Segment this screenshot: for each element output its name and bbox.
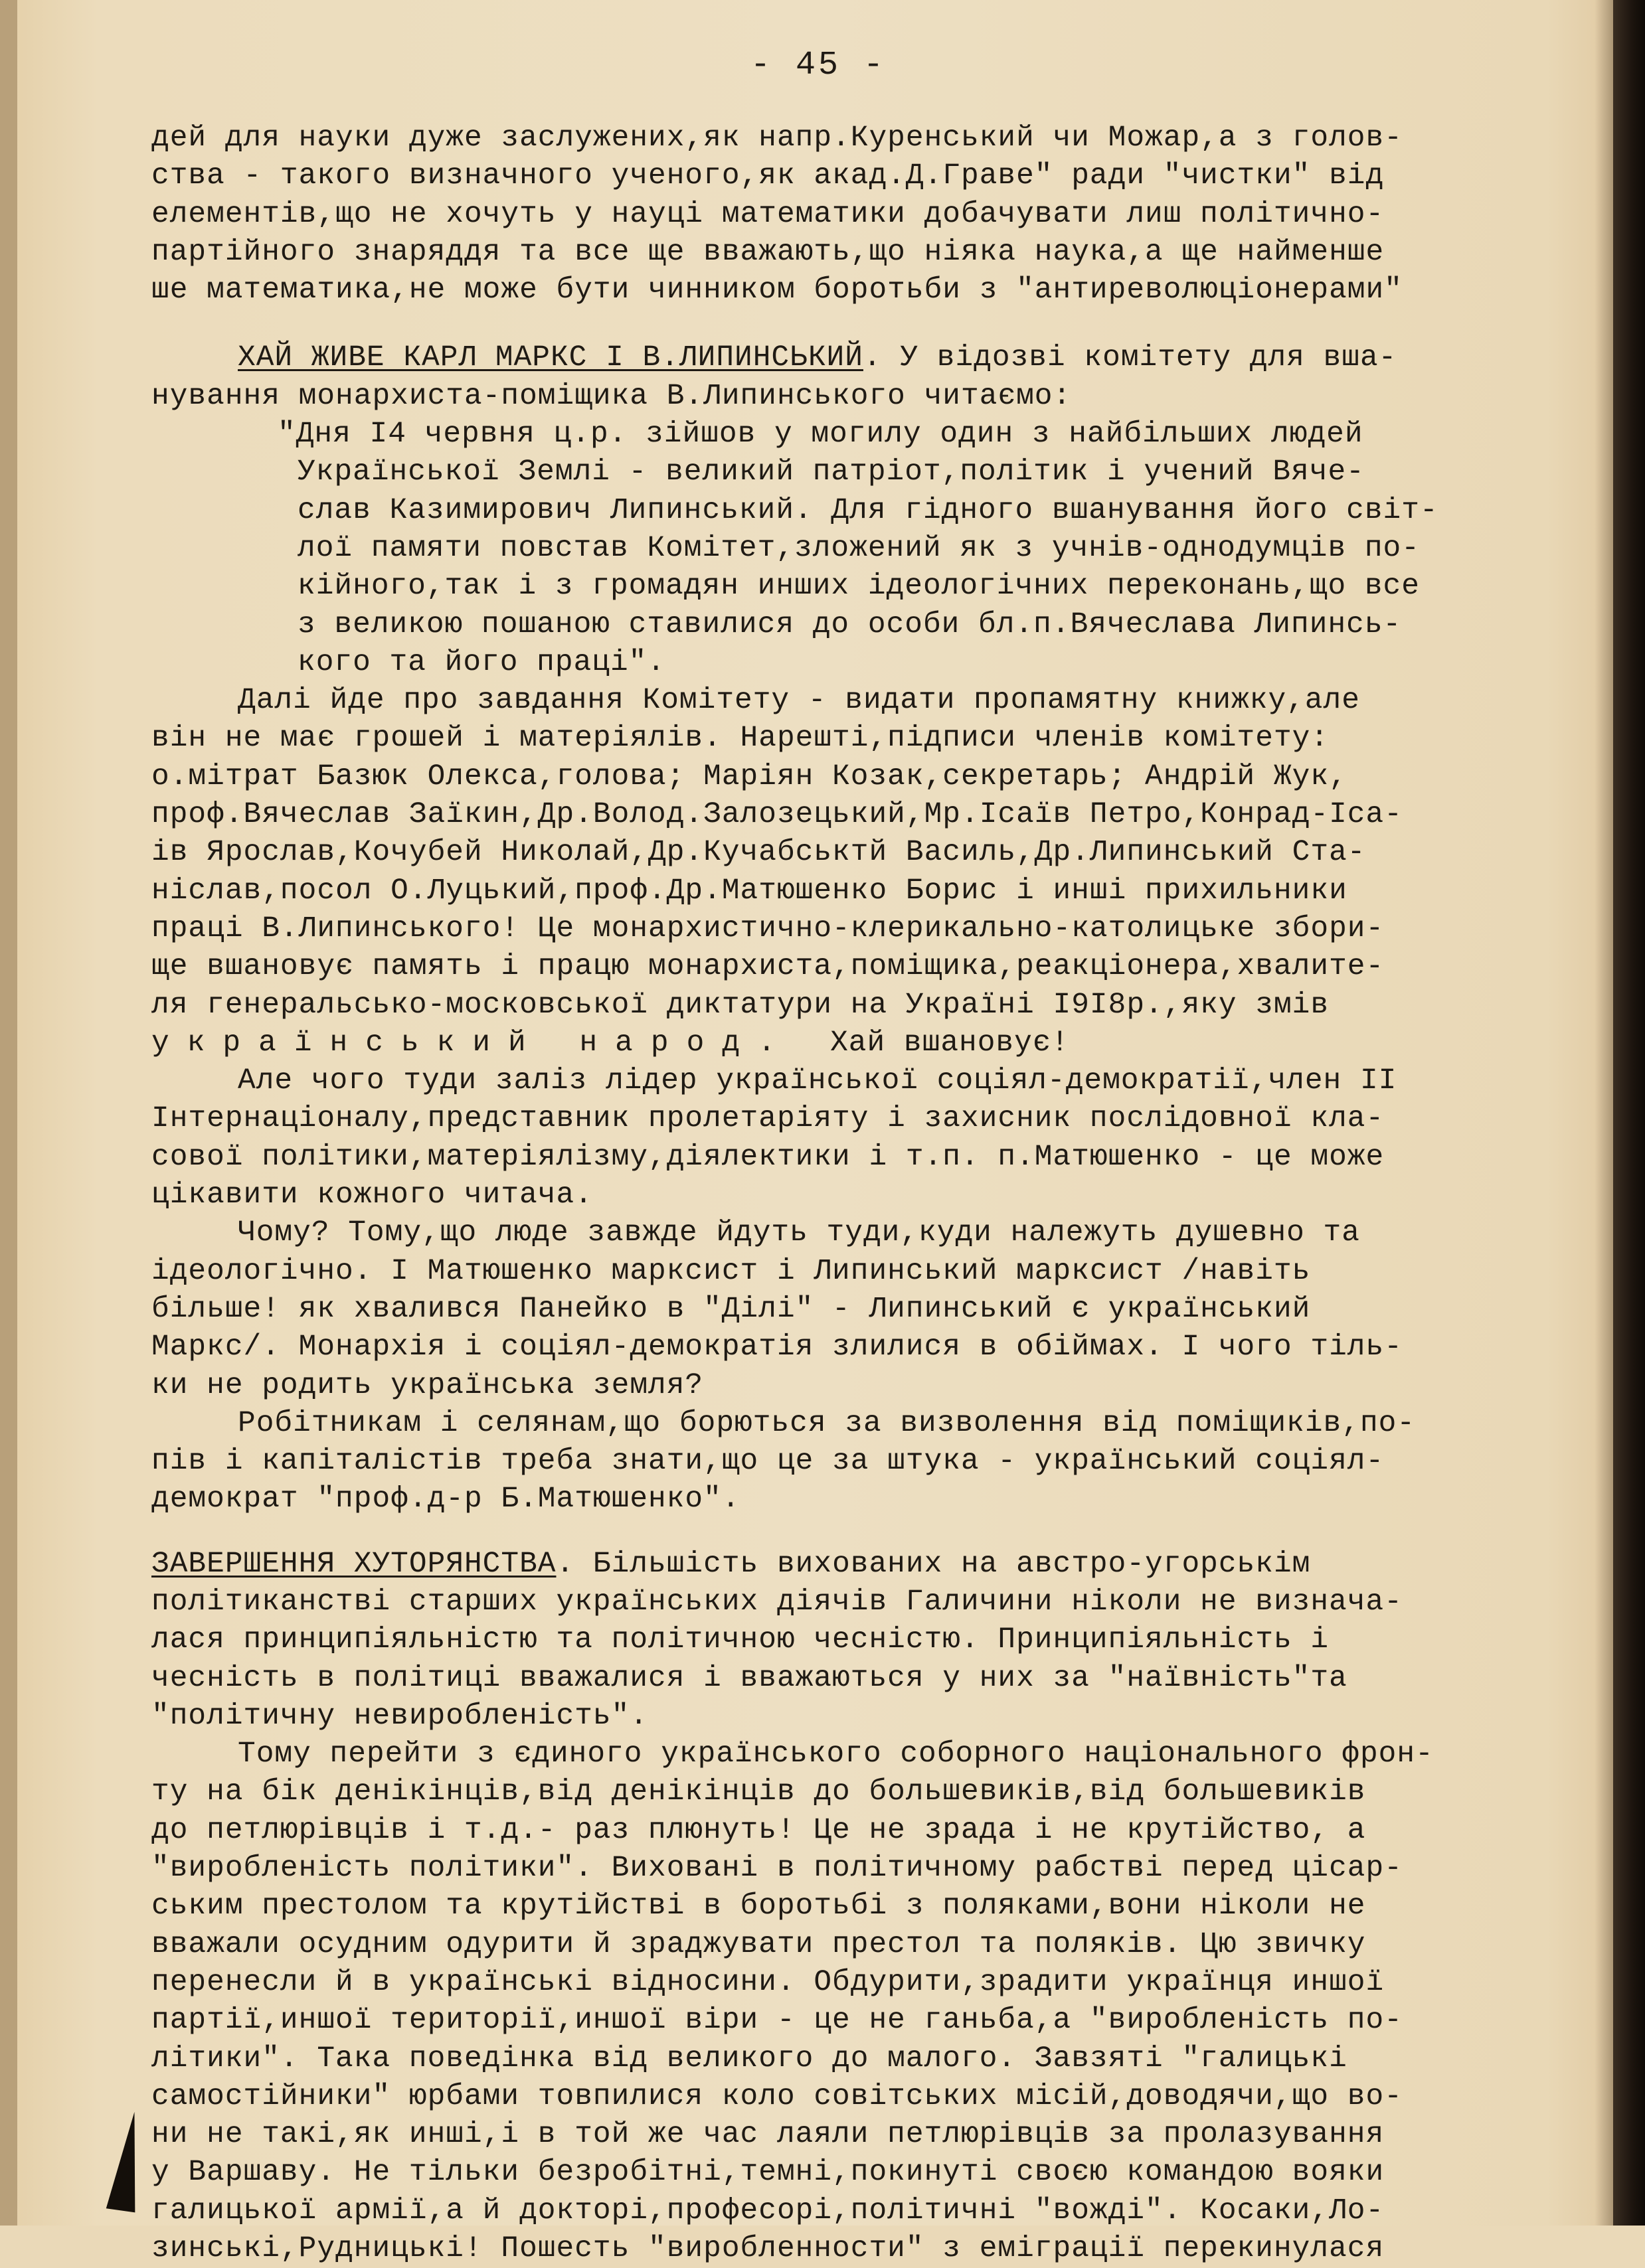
text-line: "політичну невиробленість". (151, 1699, 649, 1733)
text-line: ів Ярослав,Кочубей Николай,Др.Кучабськтй Василь,Др.Липинський Ста- (151, 836, 1366, 870)
text-line: Інтернаціоналу,представник пролетаріяту і захисник послідовної кла- (151, 1102, 1385, 1136)
text-line: ту на бік денікінців,від денікінців до большевиків,від большевиків (151, 1775, 1366, 1809)
text-line: сової політики,матеріялізму,діялектики і т.п. п.Матюшенко - це може (151, 1140, 1385, 1174)
text-line: вважали осудним одурити й зраджувати престол та поляків. Цю звичку (151, 1927, 1366, 1961)
text-segment: . У відозві комітету для вша- (863, 341, 1397, 375)
quote-line: лої памяти повстав Комітет,зложений як з учнів-однодумців по- (298, 531, 1420, 565)
text-line: самостійники" юрбами товпилися коло совітських місій,доводячи,що во- (151, 2079, 1403, 2113)
text-line: демократ "проф.д-р Б.Матюшенко". (151, 1483, 740, 1516)
text-line: нування монархиста-поміщика В.Липинського читаємо: (151, 379, 1072, 413)
text-line: "виробленість політики". Виховані в політичному рабстві перед цісар- (151, 1852, 1403, 1886)
text-line: дей для науки дуже заслужених,як напр.Куренський чи Можар,а з голов- (151, 121, 1403, 155)
text-line: Тому перейти з єдиного українського соборного національного фрон- (238, 1738, 1434, 1771)
text-line: о.мітрат Базюк Олекса,голова; Маріян Козак,секретарь; Андрій Жук, (151, 760, 1347, 793)
text-line: проф.Вячеслав Заїкин,Др.Волод.Залозецький,Мр.Ісаїв Петро,Конрад-Іса- (151, 798, 1403, 832)
text-line: Робітникам і селянам,що борються за визволення від поміщиків,по- (238, 1406, 1416, 1440)
text-line: пів і капіталістів треба знати,що це за штука - український соціял- (151, 1445, 1385, 1479)
section-heading: ЗАВЕРШЕННЯ ХУТОРЯНСТВА (151, 1547, 557, 1581)
document-body (151, 120, 1559, 2268)
binding-strip (1613, 0, 1645, 2226)
text-line: більше! як хвалився Панейко в "Ділі" - Липинський є український (151, 1292, 1311, 1326)
spaced-text: український народ. (151, 1026, 794, 1060)
page-left-edge (0, 0, 17, 2226)
text-line: до петлюрівців і т.д.- раз плюнуть! Це не зрада і не крутійство, а (151, 1813, 1366, 1847)
text-line: партійного знаряддя та все ще вважають,що ніяка наука,а ще найменше (151, 235, 1385, 269)
section-heading-line (151, 339, 1559, 377)
text-line: галицької армії,а й докторі,професорі,політичні "вожді". Косаки,Ло- (151, 2194, 1385, 2228)
text-line: ше математика,не може бути чинником боротьби з "антиреволюціонерами" (151, 274, 1403, 307)
page-number: - 45 - (750, 46, 887, 84)
text-line: Далі йде про завдання Комітету - видати пропамятну книжку,але (238, 684, 1360, 718)
text-line: партії,иншої території,иншої віри - це не ганьба,а "виробленість по- (151, 2004, 1403, 2038)
text-line: ським престолом та крутійстві в боротьбі з поляками,вони ніколи не (151, 1890, 1366, 1923)
text-line: ще вшановує память і працю монархиста,поміщика,реакціонера,хвалите- (151, 950, 1385, 984)
quote-line: "Дня I4 червня ц.р. зійшов у могилу один з найбільших людей (278, 418, 1363, 451)
text-line: зинські,Рудницькі! Пошесть "виробленности" з еміграції перекинулася (151, 2232, 1385, 2266)
text-line: ки не родить українська земля? (151, 1368, 704, 1402)
text-line: Чому? Тому,що люде завжде йдуть туди,куди належуть душевно та (238, 1216, 1360, 1250)
binding-shadow (1595, 0, 1613, 2226)
text-line: ніслав,посол О.Луцький,проф.Др.Матюшенко Борис і инші прихильники (151, 874, 1347, 908)
text-line: ни не такі,як инші,і в той же час лаяли петлюрівців за пролазування (151, 2118, 1385, 2152)
text-line: ідеологічно. І Матюшенко марксист і Липинський марксист /навіть (151, 1254, 1311, 1288)
text-line: він не має грошей і матеріялів. Нарешті,підписи членів комітету: (151, 722, 1330, 756)
text-line: праці В.Липинського! Це монархистично-клерикально-католицьке збори- (151, 912, 1385, 945)
text-line: Але чого туди заліз лідер української соціял-демократії,член II (238, 1064, 1397, 1098)
text-line: елементів,що не хочуть у науці математики добачувати лиш політично- (151, 197, 1385, 231)
text-line: лася принципіяльністю та політичною чесністю. Принципіяльність і (151, 1623, 1330, 1657)
quote-line: Української Землі - великий патріот,політик і учений Вяче- (298, 455, 1365, 489)
text-line: політиканстві старших українських діячів Галичини ніколи не визнача- (151, 1585, 1403, 1619)
section-heading: ХАЙ ЖИВЕ КАРЛ МАРКС І В.ЛИПИНСЬКИЙ (238, 341, 863, 375)
text-segment: . Більшість вихованих на австро-угорськім (556, 1547, 1311, 1581)
text-line: чесність в політиці вважалися і вважаються у них за "наївність"та (151, 1661, 1347, 1695)
quote-line: кого та його праці". (298, 645, 666, 679)
text-line: літики". Така поведінка від великого до малого. Завзяті "галицькі (151, 2042, 1347, 2075)
text-line: цікавити кожного читача. (151, 1178, 593, 1212)
section-heading-line (151, 1546, 1559, 1583)
quote-line: кійного,так і з громадян инших ідеологічних переконань,що все (298, 570, 1420, 604)
text-line: ля генеральсько-московської диктатури на Україні I9I8р.,яку змів (151, 988, 1330, 1022)
quote-line: з великою пошаною ставилися до особи бл.п.Вячеслава Липинсь- (298, 608, 1402, 641)
text-line: перенесли й в українські відносини. Обдурити,зрадити українця иншої (151, 1965, 1385, 1999)
text-line: ства - такого визначного ученого,як акад.Д.Граве" ради "чистки" від (151, 159, 1385, 193)
text-line: у Варшаву. Не тільки безробітні,темні,покинуті своєю командою вояки (151, 2156, 1385, 2190)
text-segment: Хай вшановує! (793, 1026, 1070, 1060)
text-line (151, 1024, 1559, 1062)
quote-line: слав Казимирович Липинський. Для гідного вшанування його світ- (298, 493, 1438, 527)
text-line: Маркс/. Монархія і соціял-демократія злилися в обіймах. І чого тіль- (151, 1331, 1403, 1364)
